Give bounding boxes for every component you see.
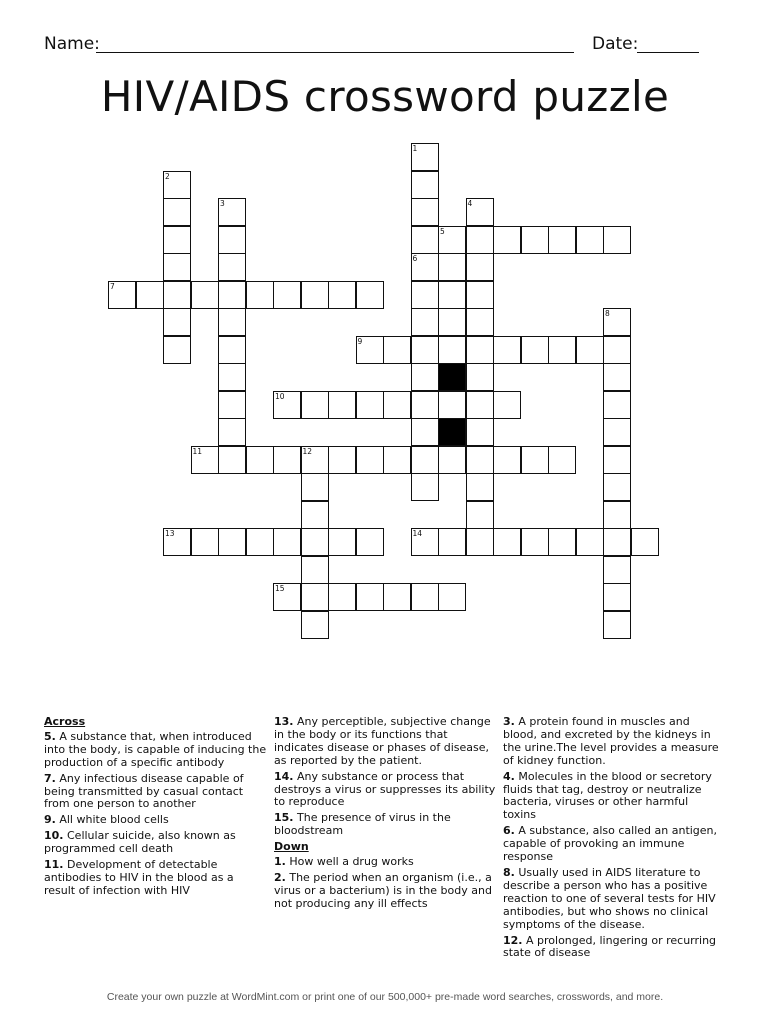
- grid-block-cell: [438, 418, 466, 446]
- grid-cell[interactable]: [603, 473, 631, 501]
- grid-cell[interactable]: [576, 336, 604, 364]
- grid-cell[interactable]: [328, 583, 356, 611]
- grid-cell[interactable]: [466, 308, 494, 336]
- clue-number: 10: [275, 391, 285, 401]
- clue-down-8: 8. Usually used in AIDS literature to describe a person who has a positive reaction to one of several tests for HIV antibodies, but who shows no clinical symptoms of the disease.: [503, 865, 716, 931]
- grid-cell[interactable]: [411, 198, 439, 226]
- grid-cell[interactable]: [466, 473, 494, 501]
- grid-cell[interactable]: [603, 308, 631, 336]
- clue-across-14: 14. Any substance or process that destroys a virus or suppresses its ability to reproduce: [274, 769, 496, 809]
- grid-cell[interactable]: [301, 528, 329, 556]
- grid-cell[interactable]: [383, 336, 411, 364]
- grid-cell[interactable]: [301, 556, 329, 584]
- grid-cell[interactable]: [493, 336, 521, 364]
- grid-cell[interactable]: [411, 363, 439, 391]
- grid-cell[interactable]: [411, 418, 439, 446]
- grid-cell[interactable]: [493, 528, 521, 556]
- grid-cell[interactable]: [136, 281, 164, 309]
- grid-cell[interactable]: [438, 446, 466, 474]
- grid-cell[interactable]: [218, 281, 246, 309]
- footer-text: Create your own puzzle at WordMint.com or print one of our 500,000+ pre-made word searches, crosswords, and more.: [106, 991, 664, 1003]
- grid-cell[interactable]: [521, 528, 549, 556]
- clue-number: 2: [165, 171, 170, 181]
- grid-cell[interactable]: [603, 556, 631, 584]
- clue-number: 14: [412, 529, 423, 538]
- across-heading: Across: [44, 715, 86, 728]
- clue-across-11: 11. Development of detectable antibodies to HIV in the blood as a result of infection with HIV: [44, 858, 234, 897]
- clue-number: 5: [440, 226, 445, 236]
- grid-cell[interactable]: [218, 418, 246, 446]
- grid-cell[interactable]: [576, 528, 604, 556]
- grid-cell[interactable]: [218, 253, 246, 281]
- clue-number: 6: [412, 254, 418, 263]
- grid-cell[interactable]: [273, 391, 301, 419]
- grid-cell[interactable]: [273, 528, 301, 556]
- grid-cell[interactable]: [108, 281, 136, 309]
- grid-cell[interactable]: [603, 391, 631, 419]
- grid-cell[interactable]: [356, 281, 384, 309]
- clue-number: 9: [357, 336, 363, 346]
- grid-cell[interactable]: [246, 281, 274, 309]
- name-label: Name:: [44, 34, 100, 54]
- grid-cell[interactable]: [411, 281, 439, 309]
- grid-cell[interactable]: [163, 226, 191, 254]
- grid-cell[interactable]: [493, 446, 521, 474]
- grid-cell[interactable]: [356, 336, 384, 364]
- grid-cell[interactable]: [328, 281, 356, 309]
- grid-cell[interactable]: [493, 391, 521, 419]
- grid-cell[interactable]: [438, 336, 466, 364]
- grid-cell[interactable]: [163, 198, 191, 226]
- grid-cell[interactable]: [411, 336, 439, 364]
- clue-number: 7: [110, 281, 115, 291]
- grid-cell[interactable]: [576, 226, 604, 254]
- grid-cell[interactable]: [603, 501, 631, 529]
- grid-cell[interactable]: [163, 528, 191, 556]
- grid-cell[interactable]: [603, 418, 631, 446]
- grid-cell[interactable]: [438, 226, 466, 254]
- grid-cell[interactable]: [301, 501, 329, 529]
- grid-cell[interactable]: [438, 281, 466, 309]
- grid-cell[interactable]: [466, 226, 494, 254]
- clue-across-5: 5. A substance that, when introduced into the body, is capable of inducing the production of a specific antibody: [44, 729, 267, 769]
- grid-cell[interactable]: [218, 391, 246, 419]
- grid-cell[interactable]: [603, 363, 631, 391]
- grid-cell[interactable]: [301, 473, 329, 501]
- grid-cell[interactable]: [218, 446, 246, 474]
- clue-number: 11: [192, 446, 203, 456]
- grid-cell[interactable]: [411, 171, 439, 199]
- grid-cell[interactable]: [328, 528, 356, 556]
- grid-cell[interactable]: [301, 391, 329, 419]
- grid-cell[interactable]: [548, 336, 576, 364]
- grid-cell[interactable]: [246, 446, 274, 474]
- clue-number: 8: [605, 309, 610, 318]
- grid-cell[interactable]: [438, 308, 466, 336]
- grid-cell[interactable]: [218, 528, 246, 556]
- grid-cell[interactable]: [163, 171, 191, 199]
- clues-column-3: [503, 716, 723, 963]
- grid-cell[interactable]: [301, 611, 329, 639]
- grid-cell[interactable]: [603, 583, 631, 611]
- grid-cell[interactable]: [466, 363, 494, 391]
- clues-column-2: [274, 716, 498, 914]
- grid-cell[interactable]: [411, 253, 439, 281]
- grid-cell[interactable]: [466, 501, 494, 529]
- grid-cell[interactable]: [383, 391, 411, 419]
- grid-cell[interactable]: [466, 198, 494, 226]
- grid-cell[interactable]: [548, 528, 576, 556]
- clue-number: 12: [302, 446, 313, 456]
- grid-cell[interactable]: [301, 446, 329, 474]
- grid-cell[interactable]: [438, 528, 466, 556]
- grid-cell[interactable]: [356, 391, 384, 419]
- grid-cell[interactable]: [163, 308, 191, 336]
- clue-across-9: 9. All white blood cells: [44, 813, 169, 827]
- clue-number: 13: [165, 529, 175, 538]
- grid-cell[interactable]: [328, 391, 356, 419]
- grid-cell[interactable]: [466, 418, 494, 446]
- clue-number: 4: [467, 199, 473, 208]
- clue-number: 3: [220, 199, 225, 208]
- grid-cell[interactable]: [411, 528, 439, 556]
- down-heading: Down: [274, 840, 309, 854]
- clue-down-3: 3. A protein found in muscles and blood, and excreted by the kidneys in the urine.The level provides a measure of kidney function.: [503, 715, 719, 767]
- clue-down-12: 12. A prolonged, lingering or recurring state of disease: [503, 933, 717, 960]
- grid-cell[interactable]: [328, 446, 356, 474]
- page-title: HIV/AIDS crossword puzzle: [100, 72, 670, 121]
- grid-cell[interactable]: [191, 446, 219, 474]
- grid-cell[interactable]: [603, 336, 631, 364]
- grid-cell[interactable]: [466, 391, 494, 419]
- grid-cell[interactable]: [218, 226, 246, 254]
- grid-cell[interactable]: [246, 528, 274, 556]
- grid-cell[interactable]: [466, 336, 494, 364]
- clues-column-1: [44, 716, 268, 901]
- grid-cell[interactable]: [218, 363, 246, 391]
- clue-down-4: 4. Molecules in the blood or secretory fluids that tag, destroy or neutralize bacteria, viruses or other harmful toxins: [503, 769, 712, 822]
- clue-across-7: 7. Any infectious disease capable of being transmitted by casual contact from one person to another: [44, 771, 244, 811]
- grid-cell[interactable]: [163, 281, 191, 309]
- grid-cell[interactable]: [466, 446, 494, 474]
- grid-cell[interactable]: [493, 226, 521, 254]
- grid-cell[interactable]: [411, 143, 439, 171]
- grid-cell[interactable]: [411, 446, 439, 474]
- grid-cell[interactable]: [603, 528, 631, 556]
- grid-cell[interactable]: [273, 583, 301, 611]
- grid-cell[interactable]: [521, 336, 549, 364]
- grid-cell[interactable]: [301, 583, 329, 611]
- grid-cell[interactable]: [218, 336, 246, 364]
- grid-cell[interactable]: [548, 226, 576, 254]
- grid-cell[interactable]: [411, 583, 439, 611]
- clue-down-1: 1. How well a drug works: [274, 855, 414, 869]
- grid-cell[interactable]: [273, 446, 301, 474]
- grid-cell[interactable]: [191, 528, 219, 556]
- clue-across-13: 13. Any perceptible, subjective change in the body or its functions that indicates disease or phases of disease, as reported by the patient.: [274, 715, 491, 767]
- clue-across-15: 15. The presence of virus in the bloodstream: [274, 811, 451, 838]
- grid-cell[interactable]: [356, 528, 384, 556]
- grid-cell[interactable]: [301, 281, 329, 309]
- grid-cell[interactable]: [411, 308, 439, 336]
- grid-cell[interactable]: [438, 391, 466, 419]
- grid-cell[interactable]: [273, 281, 301, 309]
- grid-cell[interactable]: [411, 391, 439, 419]
- clue-down-6: 6. A substance, also called an antigen, capable of provoking an immune response: [503, 824, 718, 864]
- grid-cell[interactable]: [356, 583, 384, 611]
- grid-cell[interactable]: [163, 253, 191, 281]
- grid-cell[interactable]: [603, 226, 631, 254]
- grid-cell[interactable]: [163, 336, 191, 364]
- grid-block-cell: [438, 363, 466, 391]
- grid-cell[interactable]: [466, 528, 494, 556]
- clue-down-2: 2. The period when an organism (i.e., a virus or a bacterium) is in the body and not producing any ill effects: [274, 870, 492, 910]
- grid-cell[interactable]: [631, 528, 659, 556]
- grid-cell[interactable]: [218, 198, 246, 226]
- grid-cell[interactable]: [466, 281, 494, 309]
- grid-cell[interactable]: [466, 253, 494, 281]
- grid-cell[interactable]: [411, 473, 439, 501]
- grid-cell[interactable]: [603, 611, 631, 639]
- grid-cell[interactable]: [383, 446, 411, 474]
- grid-cell[interactable]: [218, 308, 246, 336]
- grid-cell[interactable]: [191, 281, 219, 309]
- grid-cell[interactable]: [438, 583, 466, 611]
- date-label: Date:: [592, 34, 639, 54]
- grid-cell[interactable]: [438, 253, 466, 281]
- grid-cell[interactable]: [411, 226, 439, 254]
- clue-number: 1: [412, 144, 418, 153]
- clue-number: 15: [275, 584, 285, 593]
- grid-cell[interactable]: [356, 446, 384, 474]
- grid-cell[interactable]: [603, 446, 631, 474]
- grid-cell[interactable]: [548, 446, 576, 474]
- clue-across-10: 10. Cellular suicide, also known as programmed cell death: [44, 829, 236, 856]
- grid-cell[interactable]: [521, 446, 549, 474]
- grid-cell[interactable]: [383, 583, 411, 611]
- grid-cell[interactable]: [521, 226, 549, 254]
